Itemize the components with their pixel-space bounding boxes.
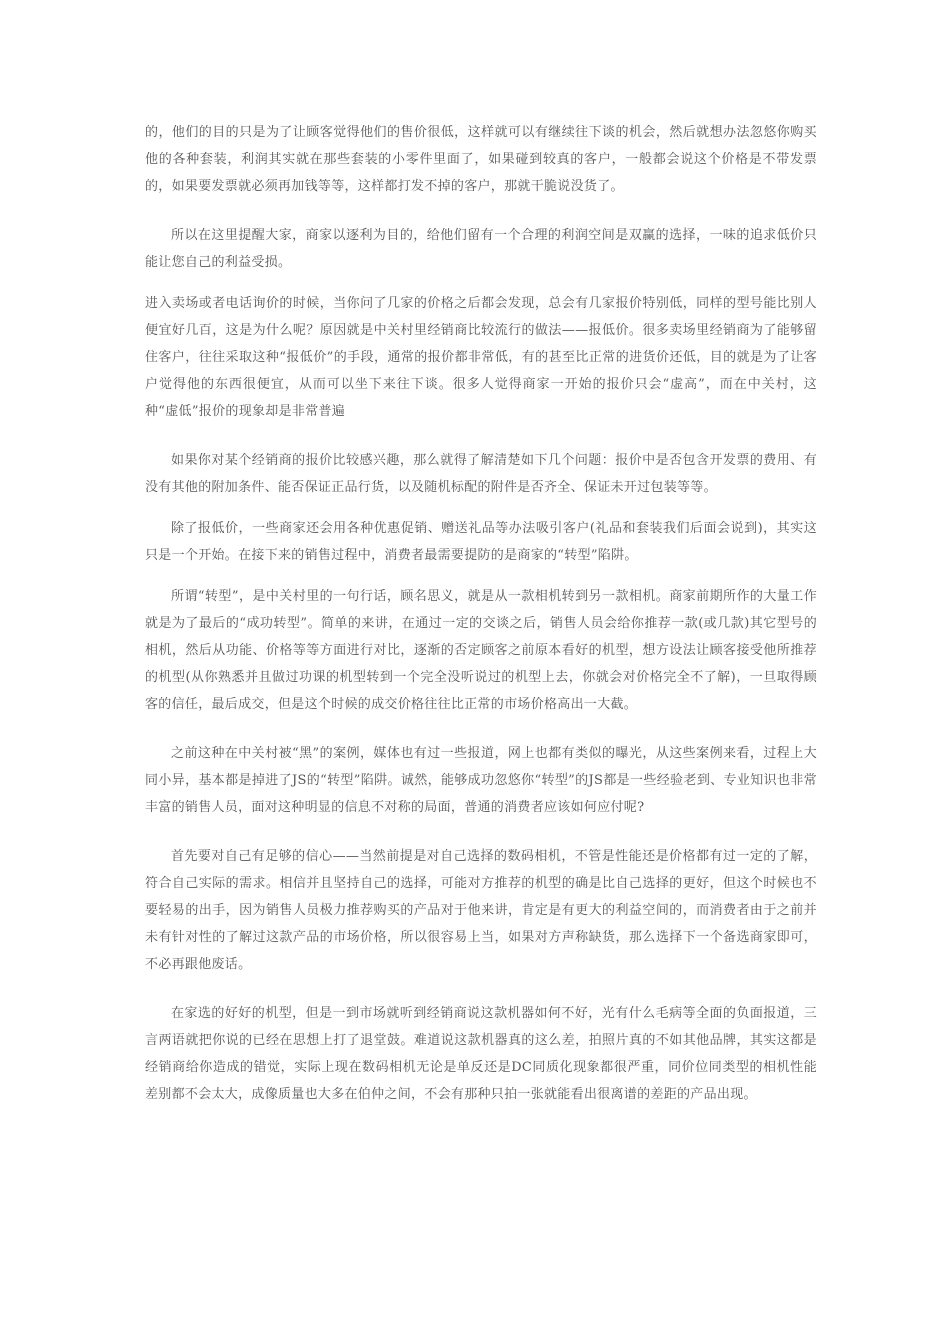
paragraph-promotions: 除了报低价，一些商家还会用各种优惠促销、赠送礼品等办法吸引客户(礼品和套装我们后面会说到)，其实这只是一个开始。在接下来的销售过程中，消费者最需要提防的是商家的“转型”陷阱。	[145, 521, 817, 563]
paragraph-questions: 如果你对某个经销商的报价比较感兴趣，那么就得了解清楚如下几个问题：报价中是否包含开发票的费用、有没有其他的附加条件、能否保证正品行货，以及随机标配的附件是否齐全、保证未开过包装等等。	[145, 453, 817, 495]
paragraph-cases: 之前这种在中关村被“黑”的案例，媒体也有过一些报道，网上也都有类似的曝光，从这些案例来看，过程上大同小异，基本都是掉进了JS的“转型”陷阱。诚然，能够成功忽悠你“转型”的JS都是一些经验老到、专业知识也非常丰富的销售人员，面对这种明显的信息不对称的局面，普通的消费者应该如何应付呢?	[145, 746, 817, 815]
paragraph-transformation: 所谓“转型”，是中关村里的一句行话，顾名思义，就是从一款相机转到另一款相机。商家前期所作的大量工作就是为了最后的“成功转型”。简单的来讲，在通过一定的交谈之后，销售人员会给你推荐一款(或几款)其它型号的相机，然后从功能、价格等等方面进行对比，逐渐的否定顾客之前原本看好的机型，想方设法让顾客接受他所推荐的机型(从你熟悉并且做过功课的机型转到一个完全没听说过的机型上去，你就会对价格完全不了解)，一旦取得顾客的信任，最后成交，但是这个时候的成交价格往往比正常的市场价格高出一大截。	[145, 589, 817, 712]
paragraph-reminder: 所以在这里提醒大家，商家以逐利为目的，给他们留有一个合理的利润空间是双赢的选择，一味的追求低价只能让您自己的利益受损。	[145, 228, 817, 270]
document-body	[145, 119, 817, 1130]
paragraph-models: 在家选的好好的机型，但是一到市场就听到经销商说这款机器如何不好，光有什么毛病等全面的负面报道，三言两语就把你说的已经在思想上打了退堂鼓。难道说这款机器真的这么差，拍照片真的不如其他品牌，其实这都是经销商给你造成的错觉，实际上现在数码相机无论是单反还是DC同质化现象都很严重，同价位同类型的相机性能差别都不会太大，成像质量也大多在伯仲之间，不会有那种只拍一张就能看出很离谱的差距的产品出现。	[145, 1006, 817, 1102]
paragraph-continuation: 的，他们的目的只是为了让顾客觉得他们的售价很低，这样就可以有继续往下谈的机会，然后就想办法忽悠你购买他的各种套装，利润其实就在那些套装的小零件里面了，如果碰到较真的客户，一般都会说这个价格是不带发票的，如果要发票就必须再加钱等等，这样都打发不掉的客户，那就干脆说没货了。	[145, 125, 817, 194]
paragraph-confidence: 首先要对自己有足够的信心——当然前提是对自己选择的数码相机，不管是性能还是价格都有过一定的了解，符合自己实际的需求。相信并且坚持自己的选择，可能对方推荐的机型的确是比自己选择的更好，但这个时候也不要轻易的出手，因为销售人员极力推荐购买的产品对于他来讲，肯定是有更大的利益空间的，而消费者由于之前并未有针对性的了解过这款产品的市场价格，所以很容易上当，如果对方声称缺货，那么选择下一个备选商家即可，不必再跟他废话。	[145, 849, 817, 972]
paragraph-low-price: 进入卖场或者电话询价的时候，当你问了几家的价格之后都会发现，总会有几家报价特别低，同样的型号能比别人便宜好几百，这是为什么呢？原因就是中关村里经销商比较流行的做法——报低价。很多卖场里经销商为了能够留住客户，往往采取这种“报低价”的手段，通常的报价都非常低，有的甚至比正常的进货价还低，目的就是为了让客户觉得他的东西很便宜，从而可以坐下来往下谈。很多人觉得商家一开始的报价只会“虚高”，而在中关村，这种“虚低”报价的现象却是非常普遍	[145, 296, 817, 419]
